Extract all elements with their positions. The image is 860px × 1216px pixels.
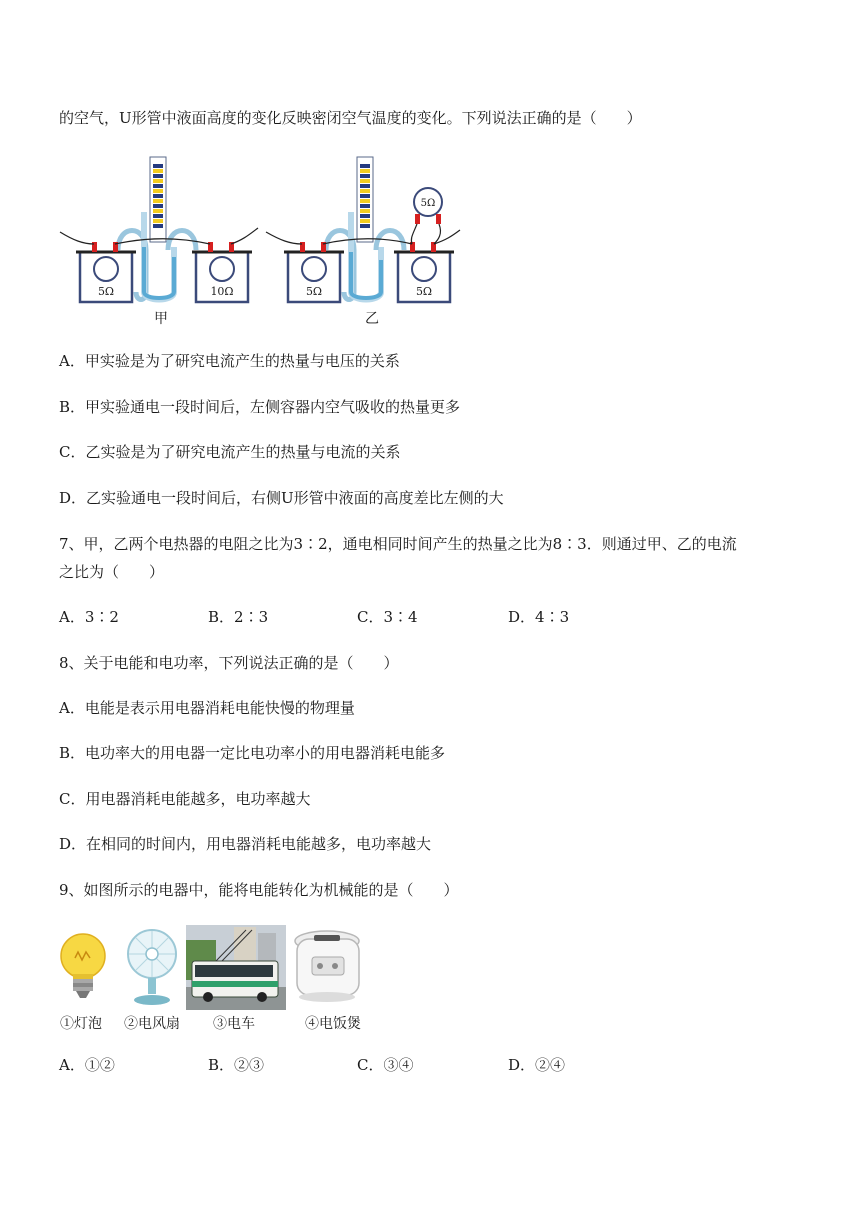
caption-rice-cooker: ④电饭煲 xyxy=(305,1016,361,1032)
q8-option-c: C．用电器消耗电能越多，电功率越大 xyxy=(59,790,311,808)
caption-light-bulb: ①灯泡 xyxy=(60,1016,102,1032)
q7-option-d: D．4∶3 xyxy=(508,608,570,626)
q9-option-a: A．①② xyxy=(59,1056,115,1074)
q6-option-a: A．甲实验是为了研究电流产生的热量与电压的关系 xyxy=(59,352,400,370)
u-tube-experiment-figure xyxy=(58,152,468,332)
trolley-bus-image xyxy=(186,925,286,1010)
q7-option-c: C．3∶4 xyxy=(357,608,418,626)
q9-option-c: C．③④ xyxy=(357,1056,414,1074)
q7-stem-line2: 之比为（ ） xyxy=(59,563,165,581)
q6-option-b: B．甲实验通电一段时间后，左侧容器内空气吸收的热量更多 xyxy=(59,398,461,416)
q7-option-b: B．2∶3 xyxy=(208,608,269,626)
q6-option-c: C．乙实验是为了研究电流产生的热量与电流的关系 xyxy=(59,443,401,461)
q8-option-b: B．电功率大的用电器一定比电功率小的用电器消耗电能多 xyxy=(59,744,446,762)
figure-label-yi: 乙 xyxy=(365,311,379,327)
experiment-yi xyxy=(266,157,460,302)
q7-stem-line1: 7、甲，乙两个电热器的电阻之比为3∶2，通电相同时间产生的热量之比为8∶3．则通过甲、乙的电流 xyxy=(59,535,737,553)
electric-fan-image xyxy=(122,928,182,1008)
rice-cooker-image xyxy=(290,925,365,1007)
resistor-yi-left: 5Ω xyxy=(305,285,323,298)
resistor-jia-left: 5Ω xyxy=(97,285,115,298)
experiment-jia xyxy=(60,157,258,302)
resistor-jia-right: 10Ω xyxy=(210,285,234,298)
q9-stem: 9、如图所示的电器中，能将电能转化为机械能的是（ ） xyxy=(59,881,459,899)
light-bulb-image xyxy=(58,930,108,1004)
q8-stem: 8、关于电能和电功率，下列说法正确的是（ ） xyxy=(59,654,399,672)
q8-option-d: D．在相同的时间内，用电器消耗电能越多，电功率越大 xyxy=(59,835,432,853)
q9-option-d: D．②④ xyxy=(508,1056,566,1074)
q9-option-b: B．②③ xyxy=(208,1056,265,1074)
question-6-stem-tail: 的空气，U形管中液面高度的变化反映密闭空气温度的变化。下列说法正确的是（ ） xyxy=(59,109,642,127)
resistor-yi-right: 5Ω xyxy=(415,285,433,298)
resistor-yi-outside: 5Ω xyxy=(420,198,436,209)
caption-electric-fan: ②电风扇 xyxy=(124,1016,180,1032)
q8-option-a: A．电能是表示用电器消耗电能快慢的物理量 xyxy=(59,699,355,717)
q7-option-a: A．3∶2 xyxy=(59,608,119,626)
q6-option-d: D．乙实验通电一段时间后，右侧U形管中液面的高度差比左侧的大 xyxy=(59,489,504,507)
figure-label-jia: 甲 xyxy=(154,311,168,327)
caption-trolley-bus: ③电车 xyxy=(213,1016,255,1032)
